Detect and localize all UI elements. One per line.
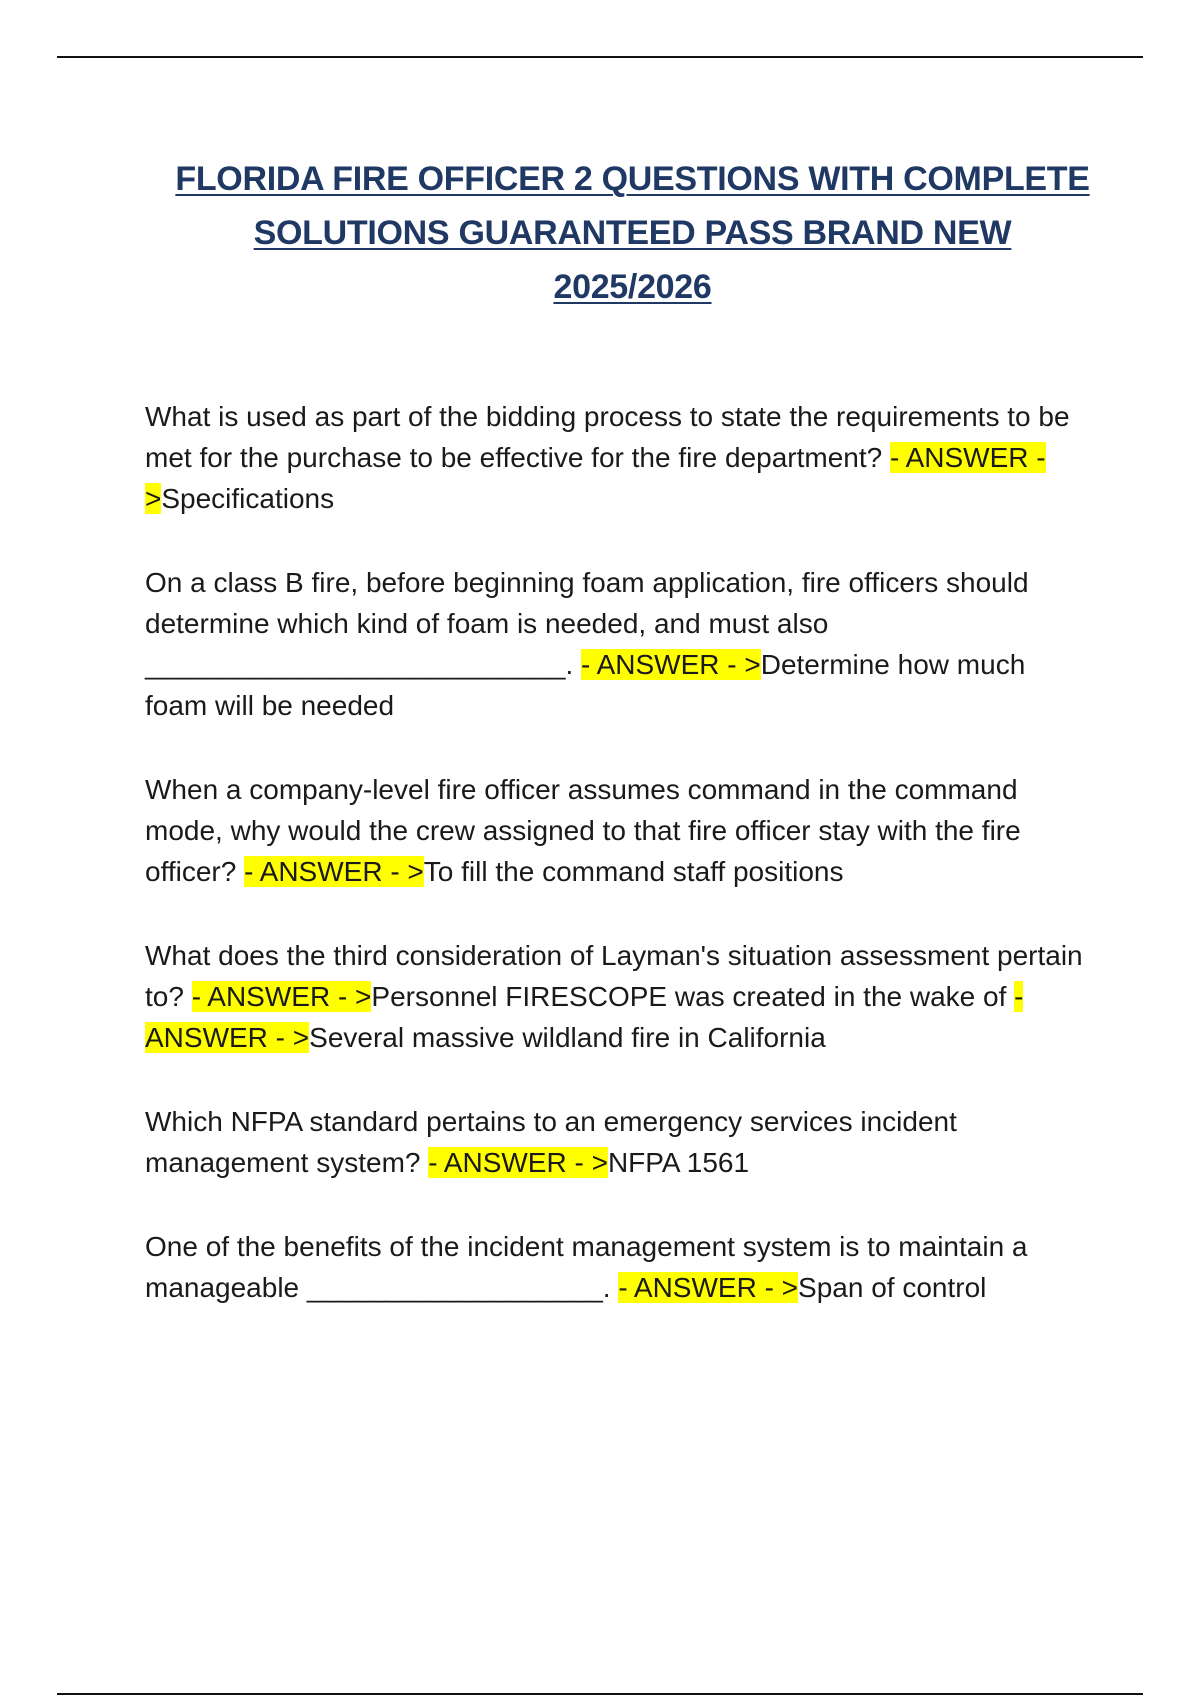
qa-item-3 xyxy=(145,769,1095,892)
document-title xyxy=(150,152,1115,314)
question-text: Which NFPA standard pertains to an emergency services incident management system? xyxy=(145,1106,957,1178)
title-line-2: SOLUTIONS GUARANTEED PASS BRAND NEW xyxy=(253,214,1012,252)
answer-marker-2: - ANSWER - > xyxy=(145,981,1024,1053)
answer-text-2: Several massive wildland fire in California xyxy=(309,1022,826,1053)
qa-list xyxy=(145,396,1095,1351)
answer-marker: - ANSWER - > xyxy=(244,856,424,887)
question-text: One of the benefits of the incident management system is to maintain a manageable ___________________. xyxy=(145,1231,1028,1303)
answer-marker: - ANSWER - > xyxy=(428,1147,608,1178)
qa-item-4 xyxy=(145,935,1095,1058)
top-rule xyxy=(57,56,1143,58)
question-text: On a class B fire, before beginning foam application, fire officers should determine which kind of foam is needed, and must also ___________________________. xyxy=(145,567,1029,680)
answer-text: Personnel FIRESCOPE was created in the wake of xyxy=(371,981,1015,1012)
question-text: What is used as part of the bidding process to state the requirements to be met for the purchase to be effective for the fire department? xyxy=(145,401,1070,473)
answer-text: Specifications xyxy=(161,483,335,514)
answer-marker: - ANSWER - > xyxy=(191,981,372,1012)
bottom-rule xyxy=(57,1693,1143,1695)
question-text: When a company-level fire officer assumes command in the command mode, why would the crew assigned to that fire officer stay with the fire officer? xyxy=(145,774,1021,887)
question-text: What does the third consideration of Layman's situation assessment pertain to? xyxy=(145,940,1083,1012)
answer-text: Span of control xyxy=(798,1272,987,1303)
answer-marker: - ANSWER - > xyxy=(618,1272,799,1303)
answer-text: To fill the command staff positions xyxy=(423,856,844,887)
qa-item-6 xyxy=(145,1226,1095,1308)
qa-item-2 xyxy=(145,562,1095,726)
answer-marker: - ANSWER - > xyxy=(581,649,761,680)
answer-marker: - ANSWER - > xyxy=(145,442,1046,514)
answer-text: Determine how much foam will be needed xyxy=(145,649,1026,721)
qa-item-1 xyxy=(145,396,1095,519)
title-line-3: 2025/2026 xyxy=(553,268,712,306)
qa-item-5 xyxy=(145,1101,1095,1183)
answer-text: NFPA 1561 xyxy=(607,1147,750,1178)
title-line-1: FLORIDA FIRE OFFICER 2 QUESTIONS WITH COMPLETE xyxy=(175,160,1090,198)
